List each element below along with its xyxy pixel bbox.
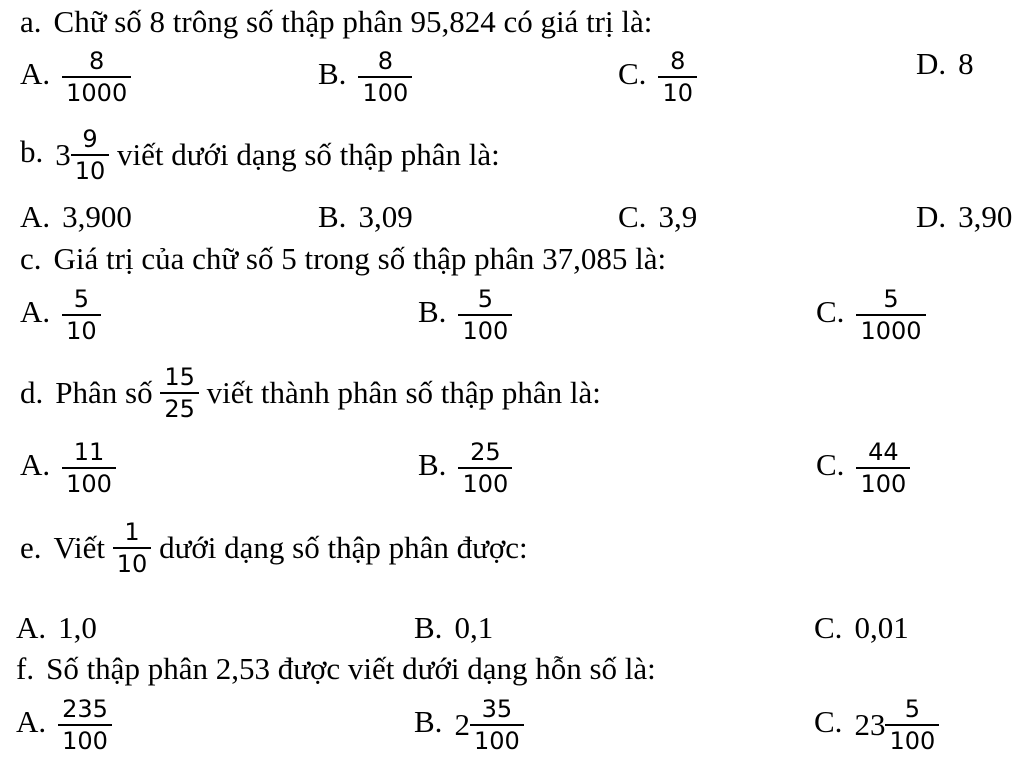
option-f-C[interactable] — [814, 694, 939, 756]
numerator: 5 — [883, 285, 899, 313]
question-text-pre: Phân số — [55, 375, 153, 410]
option-b-A[interactable] — [20, 199, 132, 235]
fraction — [71, 124, 110, 186]
fraction — [62, 437, 116, 499]
option-d-A[interactable] — [20, 437, 116, 499]
denominator: 100 — [458, 467, 512, 499]
option-value: 3,9 — [658, 199, 698, 234]
option-e-A[interactable] — [16, 610, 97, 646]
option-label: B. — [318, 56, 347, 92]
option-label: A. — [20, 447, 51, 483]
denominator: 100 — [458, 314, 512, 346]
option-e-B[interactable] — [414, 610, 493, 646]
numerator: 44 — [868, 438, 899, 466]
numerator: 8 — [377, 47, 393, 75]
option-label: B. — [418, 447, 447, 483]
denominator: 10 — [71, 154, 110, 186]
numerator: 8 — [89, 47, 105, 75]
denominator: 100 — [470, 724, 524, 756]
question-text: Chữ số 8 trông số thập phân 95,824 có giá trị là: — [53, 4, 653, 39]
option-value: 0,1 — [454, 610, 494, 645]
question-text: viết dưới dạng số thập phân là: — [117, 137, 500, 172]
mixed-whole: 2 — [454, 707, 470, 742]
option-label: A. — [20, 294, 51, 330]
option-label: A. — [16, 704, 47, 740]
question-label: c. — [20, 241, 42, 276]
question-text-pre: Viết — [53, 530, 106, 565]
question-text-post: dưới dạng số thập phân được: — [159, 530, 528, 565]
denominator: 1000 — [62, 76, 131, 108]
denominator: 10 — [62, 314, 101, 346]
question-c — [20, 241, 666, 277]
numerator: 235 — [62, 695, 108, 723]
fraction — [62, 284, 101, 346]
denominator: 100 — [856, 467, 910, 499]
option-a-C[interactable] — [618, 46, 697, 108]
fraction — [470, 694, 524, 756]
question-b — [20, 124, 500, 186]
numerator: 8 — [670, 47, 686, 75]
numerator: 5 — [904, 695, 920, 723]
numerator: 5 — [73, 285, 90, 313]
numerator: 1 — [124, 518, 140, 546]
option-b-B[interactable] — [318, 199, 413, 235]
option-label: B. — [414, 610, 443, 645]
option-label: B. — [318, 199, 347, 234]
fraction — [160, 362, 199, 424]
question-e — [20, 517, 528, 579]
option-label: A. — [16, 610, 47, 645]
option-value: 3,900 — [62, 199, 132, 234]
option-a-A[interactable] — [20, 46, 131, 108]
question-a — [20, 4, 652, 40]
question-text-post: viết thành phân số thập phân là: — [206, 375, 601, 410]
option-b-C[interactable] — [618, 199, 697, 235]
mixed-whole: 23 — [854, 707, 886, 742]
option-a-B[interactable] — [318, 46, 412, 108]
option-label: A. — [20, 199, 51, 234]
option-c-A[interactable] — [20, 284, 101, 346]
fraction — [113, 517, 152, 579]
question-text: Số thập phân 2,53 được viết dưới dạng hỗn số là: — [46, 651, 656, 686]
fraction — [358, 46, 412, 108]
option-b-D[interactable] — [916, 199, 1012, 235]
denominator: 25 — [160, 392, 199, 424]
numerator: 9 — [82, 125, 98, 153]
option-c-C[interactable] — [816, 284, 926, 346]
option-f-B[interactable] — [414, 694, 524, 756]
fraction — [458, 437, 512, 499]
question-label: e. — [20, 530, 42, 565]
question-d — [20, 362, 601, 424]
denominator: 1000 — [856, 314, 925, 346]
denominator: 10 — [658, 76, 697, 108]
numerator: 11 — [73, 438, 105, 466]
option-label: C. — [618, 199, 647, 234]
option-value: 3,90 — [958, 199, 1013, 234]
option-label: D. — [916, 46, 947, 81]
question-text: Giá trị của chữ số 5 trong số thập phân 37,085 là: — [53, 241, 667, 276]
option-c-B[interactable] — [418, 284, 512, 346]
question-label: a. — [20, 4, 42, 39]
option-label: C. — [816, 447, 845, 483]
mixed-whole: 3 — [55, 137, 71, 172]
option-label: C. — [816, 294, 845, 330]
fraction — [856, 437, 910, 499]
option-value: 0,01 — [854, 610, 909, 645]
option-label: C. — [814, 704, 843, 740]
fraction — [856, 284, 925, 346]
option-d-B[interactable] — [418, 437, 512, 499]
numerator: 35 — [481, 695, 513, 723]
option-label: A. — [20, 56, 51, 92]
question-label: d. — [20, 375, 44, 410]
option-d-C[interactable] — [816, 437, 910, 499]
denominator: 100 — [358, 76, 412, 108]
denominator: 100 — [58, 724, 112, 756]
question-label: b. — [20, 134, 44, 170]
fraction — [885, 694, 939, 756]
option-label: D. — [916, 199, 947, 234]
fraction — [458, 284, 512, 346]
fraction — [658, 46, 697, 108]
question-label: f. — [16, 651, 35, 686]
fraction — [58, 694, 112, 756]
denominator: 10 — [113, 547, 152, 579]
fraction — [62, 46, 131, 108]
option-a-D[interactable] — [916, 46, 974, 82]
option-value: 8 — [958, 46, 974, 81]
option-label: B. — [414, 704, 443, 740]
question-f — [16, 651, 656, 687]
option-label: C. — [618, 56, 647, 92]
option-value: 3,09 — [358, 199, 413, 234]
option-value: 1,0 — [58, 610, 97, 645]
denominator: 100 — [885, 724, 939, 756]
option-e-C[interactable] — [814, 610, 909, 646]
option-label: C. — [814, 610, 843, 645]
denominator: 100 — [62, 467, 116, 499]
numerator: 15 — [164, 363, 195, 391]
numerator: 25 — [470, 438, 501, 466]
option-label: B. — [418, 294, 447, 330]
numerator: 5 — [477, 285, 493, 313]
option-f-A[interactable] — [16, 694, 112, 756]
